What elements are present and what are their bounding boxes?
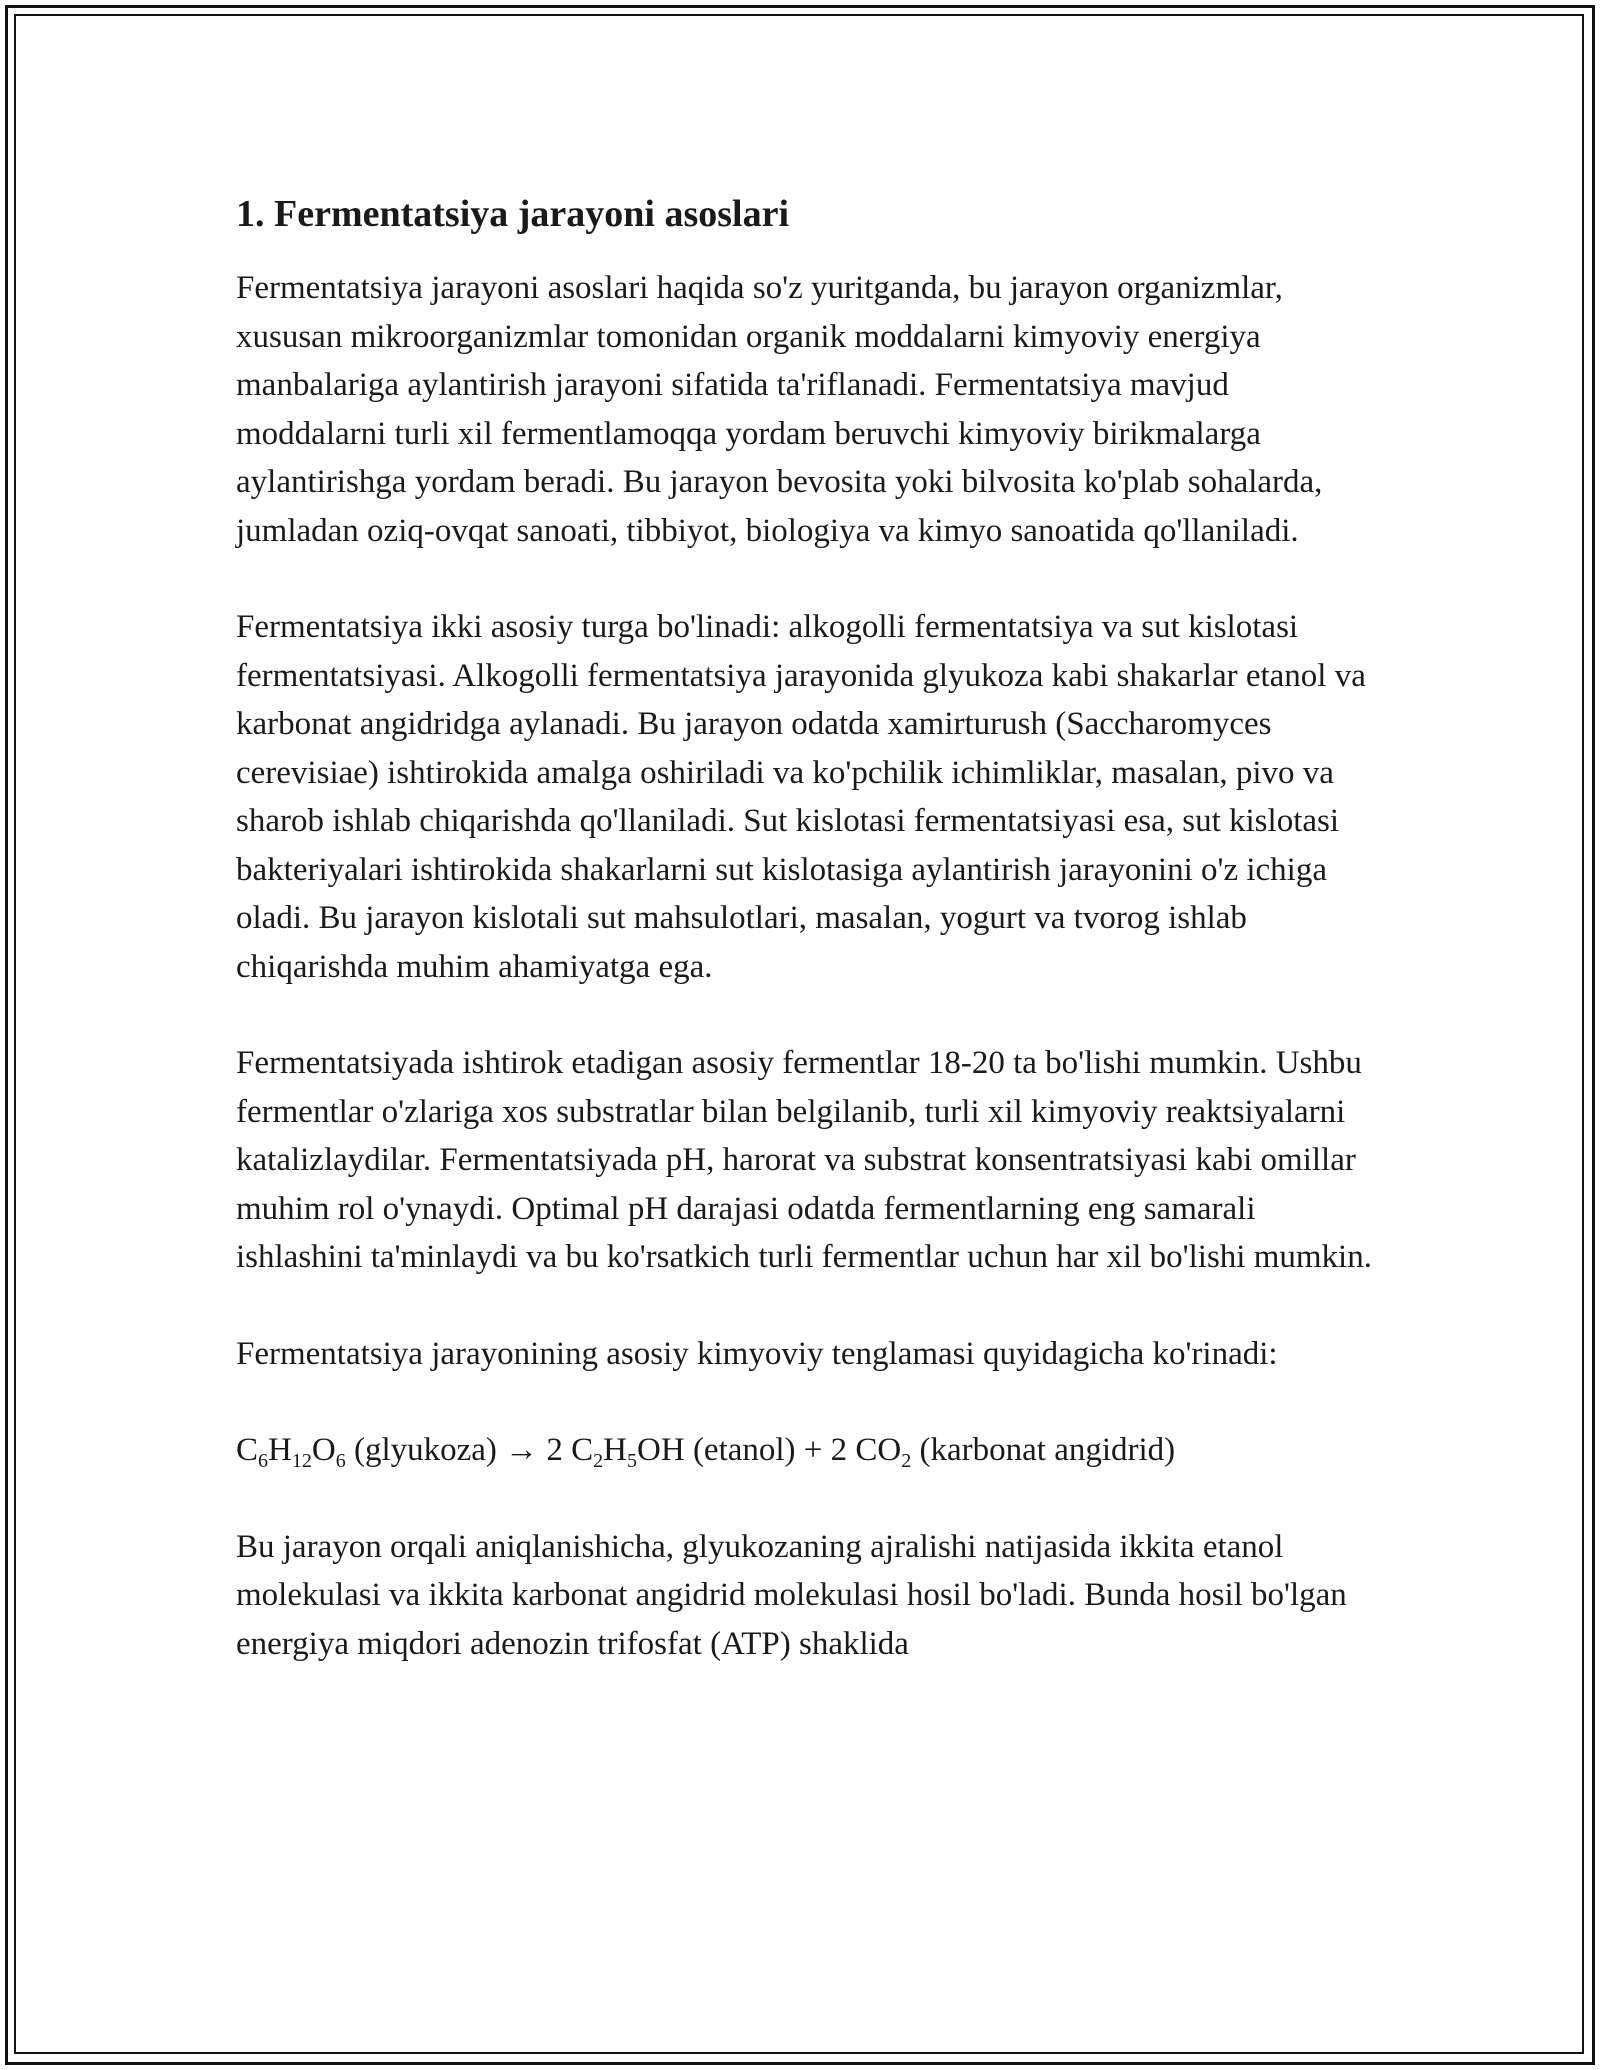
co2-coefficient: 2 (830, 1432, 848, 1468)
chemical-equation (236, 1426, 1376, 1475)
ethanol-formula: $C_2H_5OH$ (571, 1432, 685, 1472)
section-heading: 1. Fermentatsiya jarayoni asoslari (236, 193, 790, 235)
glucose-formula: $C_6H_{12}O_6$ (236, 1432, 346, 1472)
paragraph-enzymes: Fermentatsiyada ishtirok etadigan asosiy fermentlar 18-20 ta bo'lishi mumkin. Ushbu fermentlar o'zlariga xos substratlar bilan belgilanib, turli xil kimyoviy reaktsiyalarni katalizlaydilar. Fermentatsiyada pH, harorat va substrat konsentratsiyasi kabi omillar muhim rol o'ynaydi. Optimal pH darajasi odatda fermentlarning eng samarali ishlashini ta'minlaydi va bu ko'rsatkich turli fermentlar uchun har xil bo'lishi mumkin. (236, 1045, 1372, 1275)
co2-formula: $CO_2$ (855, 1432, 912, 1472)
ethanol-coefficient: 2 (546, 1432, 563, 1468)
ethanol-name: (etanol) (692, 1432, 796, 1468)
paragraph-intro: Fermentatsiya jarayoni asoslari haqida so'z yuritganda, bu jarayon organizmlar, xususan mikroorganizmlar tomonidan organik moddalarni kimyoviy energiya manbalariga aylantirish jarayoni sifatida ta'riflanadi. Fermentatsiya mavjud moddalarni turli xil fermentlamoqqa yordam beruvchi kimyoviy birikmalarga aylantirishga yordam beradi. Bu jarayon bevosita yoki bilvosita ko'plab sohalarda, jumladan oziq-ovqat sanoati, tibbiyot, biologiya va kimyo sanoatida qo'llaniladi. (236, 270, 1323, 549)
reaction-arrow: → (505, 1432, 539, 1468)
document-content (236, 186, 1376, 1716)
plus-sign: + (803, 1432, 823, 1468)
paragraph-types: Fermentatsiya ikki asosiy turga bo'linadi: alkogolli fermentatsiya va sut kislotasi fermentatsiyasi. Alkogolli fermentatsiya jarayonida glyukoza kabi shakarlar etanol va karbonat angidridga aylanadi. Bu jarayon odatda xamirturush (Saccharomyces cerevisiae) ishtirokida amalga oshiriladi va ko'pchilik ichimliklar, masalan, pivo va sharob ishlab chiqarishda qo'llaniladi. Sut kislotasi fermentatsiyasi esa, sut kislotasi bakteriyalari ishtirokida shakarlarni sut kislotasiga aylantirish jarayonini o'z ichiga oladi. Bu jarayon kislotali sut mahsulotlari, masalan, yogurt va tvorog ishlab chiqarishda muhim ahamiyatga ega. (236, 609, 1366, 985)
paragraph-result: Bu jarayon orqali aniqlanishicha, glyukozaning ajralishi natijasida ikkita etanol molekulasi va ikkita karbonat angidrid molekulasi hosil bo'ladi. Bunda hosil bo'lgan energiya miqdori adenozin trifosfat (ATP) shaklida (236, 1528, 1347, 1662)
glucose-name: (glyukoza) (353, 1432, 497, 1468)
paragraph-equation-intro: Fermentatsiya jarayonining asosiy kimyoviy tenglamasi quyidagicha ko'rinadi: (236, 1335, 1278, 1372)
co2-name: (karbonat angidrid) (919, 1432, 1176, 1468)
